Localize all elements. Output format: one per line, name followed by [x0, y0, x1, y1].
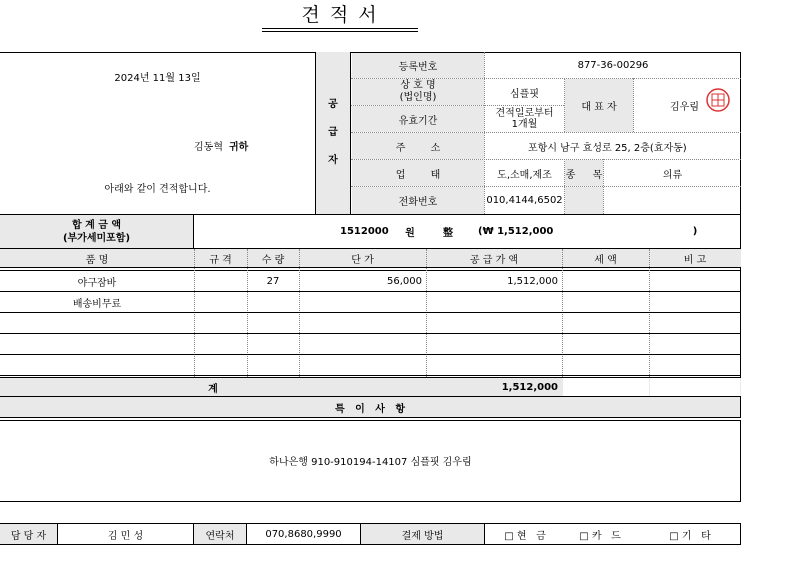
contact-value: 070,8680,9990: [247, 524, 361, 544]
cell-note: [649, 334, 741, 355]
cell-note: [649, 355, 741, 376]
total-amount: 1512000: [340, 225, 389, 237]
cell-tax: [562, 271, 649, 292]
col-unit-price: 단 가: [351, 255, 374, 266]
title-underline: [262, 28, 418, 29]
cell-tax: [562, 355, 649, 376]
cell-spec: [194, 292, 247, 313]
manager-name: 김 민 성: [58, 524, 194, 544]
cell-unit-price: 56,000: [387, 276, 422, 287]
col-spec: 규 격: [209, 255, 232, 266]
rep-name-value: 김우림: [670, 102, 699, 113]
phone-gray-fill: [565, 187, 603, 214]
col-tax: 세 액: [594, 255, 617, 266]
cell-tax: [562, 313, 649, 334]
payment-cash-option[interactable]: □ 현 금: [504, 530, 546, 542]
biz-type-value: 도,소매,제조: [497, 169, 552, 181]
total-unit: 원: [405, 227, 415, 239]
cell-supply: [426, 313, 562, 334]
sum-note-blank: [650, 378, 740, 396]
cell-spec: [194, 355, 247, 376]
address-label: 주 소: [352, 133, 484, 159]
cell-unit-price: [299, 355, 426, 376]
address-value: 포항시 남구 효성로 25, 2층(효자동): [528, 142, 687, 154]
company-seal: [706, 88, 730, 112]
validity-value: 견적일로부터 1개월: [495, 108, 554, 130]
col-supply: 공 급 가 액: [469, 255, 519, 266]
title-underline-2: [262, 31, 418, 32]
recipient-name: 김동혁: [194, 141, 223, 153]
cell-name: [0, 355, 194, 376]
cell-name: [0, 334, 194, 355]
phone-label: 전화번호: [352, 187, 484, 214]
supplier-section-label: 공 급 자: [315, 52, 351, 214]
cell-qty: 27: [266, 276, 280, 287]
biz-item-label: 종 목: [565, 160, 603, 186]
intro-text: 아래와 같이 견적합니다.: [104, 183, 211, 195]
cell-qty: [247, 313, 299, 334]
cell-spec: [194, 271, 247, 292]
company-value: 심플핏: [510, 88, 539, 100]
biz-type-label: 업 태: [352, 160, 484, 186]
cell-unit-price: [299, 334, 426, 355]
manager-label: 담 당 자: [0, 524, 58, 544]
cell-note: [649, 313, 741, 334]
cell-note: [649, 292, 741, 313]
cell-unit-price: [299, 292, 426, 313]
recipient-honorific: 귀하: [228, 141, 249, 153]
cell-unit-price: [299, 313, 426, 334]
total-close-paren: ): [692, 225, 698, 237]
cell-name: [0, 313, 194, 334]
cell-spec: [194, 313, 247, 334]
sum-supply: 1,512,000: [501, 381, 558, 393]
quote-date: 2024년 11월 13일: [114, 72, 201, 84]
cell-tax: [562, 292, 649, 313]
cell-spec: [194, 334, 247, 355]
col-item-name: 품 명: [85, 255, 109, 266]
phone-value: 010,4144,6502: [486, 195, 563, 206]
remarks-label: 특 이 사 항: [0, 397, 741, 418]
biz-item-value: 의류: [662, 169, 683, 181]
payment-card-option[interactable]: □ 카 드: [579, 530, 621, 542]
total-mid-char: 整: [443, 227, 453, 239]
cell-supply: [426, 355, 562, 376]
cell-supply: 1,512,000: [507, 276, 558, 287]
reg-no-label: 등록번호: [352, 53, 484, 78]
cell-qty: [247, 334, 299, 355]
rep-label: 대 표 자: [565, 79, 633, 132]
company-label: 상 호 명 (법인명): [352, 79, 484, 105]
col-note: 비 고: [683, 255, 707, 266]
cell-note: [649, 271, 741, 292]
remarks-text: 하나은행 910-910194-14107 심플핏 김우림: [269, 456, 472, 468]
col-qty: 수 량: [261, 255, 285, 266]
cell-name: 배송비무료: [72, 299, 122, 310]
cell-tax: [562, 334, 649, 355]
sum-tax-blank: [563, 378, 649, 396]
cell-qty: [247, 355, 299, 376]
payment-label: 결제 방법: [361, 524, 485, 544]
contact-label: 연락처: [194, 524, 247, 544]
cell-supply: [426, 292, 562, 313]
document-title: 견 적 서: [301, 3, 379, 26]
validity-label: 유효기간: [352, 106, 484, 132]
cell-name: 야구잠바: [77, 278, 117, 289]
sum-label: 계: [208, 383, 218, 395]
payment-other-option[interactable]: □ 기 타: [669, 530, 711, 542]
reg-no-value: 877-36-00296: [577, 60, 649, 71]
cell-supply: [426, 334, 562, 355]
total-label: 합 계 금 액 (부가세미포함): [0, 215, 194, 248]
cell-qty: [247, 292, 299, 313]
total-won-value: (₩ 1,512,000: [478, 225, 554, 237]
